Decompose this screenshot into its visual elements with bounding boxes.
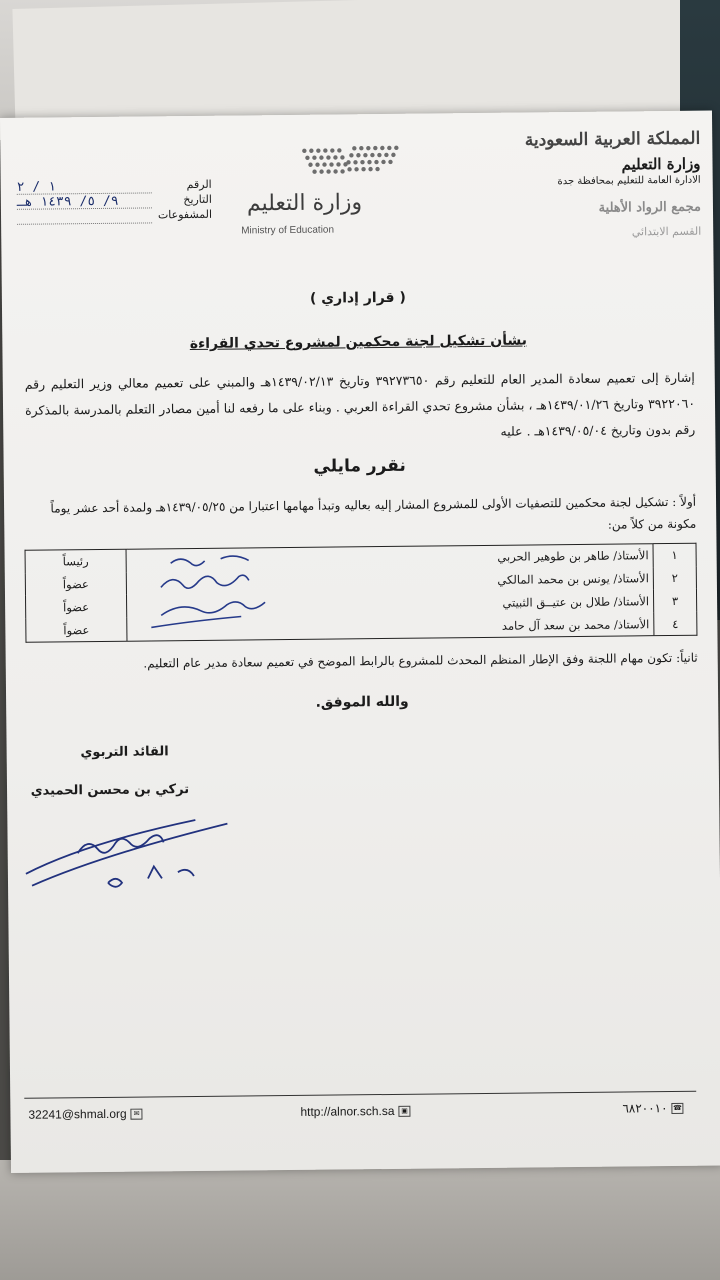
closing-text: والله الموفق. bbox=[315, 693, 409, 711]
signatures-cell bbox=[126, 547, 325, 641]
reference-block bbox=[17, 178, 212, 225]
member-role: عضواً bbox=[26, 618, 127, 642]
intro-paragraph: إشارة إلى تعميم سعادة المدير العام للتعليم رقم ٣٩٢٧٣٦٥٠ وتاريخ ١٤٣٩/٠٢/١٣هـ والمبني على تعميم معالي وزير التعليم رقم ٣٩٢٢٠٦٠ وتاريخ ١٤٣٩/٠١/٢٦هـ ، بشأن مشروع تحدي القراءة العربي . وبناء على ما رفعه لنا أمين مصادر التعلم بالمدرسة بالمذكرة رقم بدون وتاريخ ١٤٣٩/٠٥/٠٤هـ . عليه bbox=[24, 369, 696, 439]
member-role: عضواً bbox=[25, 572, 126, 596]
document-type: ( قرار إداري ) bbox=[309, 289, 406, 307]
decree-heading: نقرر مايلي bbox=[313, 455, 406, 477]
member-name: الأستاذ/ طلال بن عتيــق الثبيتي bbox=[502, 594, 650, 610]
ministry-name: وزارة التعليم bbox=[621, 154, 701, 174]
ministry-logo-icon bbox=[236, 141, 437, 193]
member-name: الأستاذ/ يونس بن محمد المالكي bbox=[497, 571, 649, 587]
attachments-value bbox=[17, 208, 152, 224]
attachments-label: المشفوعات bbox=[157, 207, 213, 222]
kingdom-name: المملكة العربية السعودية bbox=[524, 128, 701, 151]
document-subject: بشأن تشكيل لجنة محكمين لمشروع تحدي القراءة bbox=[189, 332, 528, 353]
number-value: ١ / ٢ bbox=[17, 178, 152, 194]
member-signatures-icon bbox=[131, 548, 322, 638]
email-text: 32241@shmal.org bbox=[28, 1106, 127, 1122]
member-name: الأستاذ/ محمد بن سعد آل حامد bbox=[501, 616, 650, 633]
ministry-logo bbox=[236, 141, 437, 243]
member-number: ٣ bbox=[653, 589, 696, 612]
member-role: عضواً bbox=[26, 595, 127, 619]
header-right bbox=[495, 129, 701, 240]
member-number: ٢ bbox=[653, 566, 696, 589]
member-role: رئيساً bbox=[25, 549, 126, 573]
website-text: http://alnor.sch.sa bbox=[300, 1103, 395, 1119]
school-stamp: مجمع الرواد الأهلية bbox=[598, 199, 702, 216]
first-clause: أولاً : تشكيل لجنة محكمين للتصفيات الأولى للمشروع المشار إليه بعاليه وتبدأ مهامها اعتبارا من ١٤٣٩/٠٥/٢٥هـ ولمدة أحد عشر يوماً مكونة من كلاً من: bbox=[50, 494, 697, 532]
admin-name: الادارة العامة للتعليم بمحافظة جدة bbox=[557, 174, 701, 188]
members-table bbox=[25, 543, 698, 643]
background-bottom bbox=[0, 1160, 720, 1280]
member-number: ٤ bbox=[654, 612, 697, 636]
leader-signature-icon bbox=[17, 811, 248, 903]
document-sheet bbox=[0, 111, 720, 1173]
footer-phone bbox=[622, 1101, 683, 1116]
phone-text: ٦٨٢٠٠١٠ bbox=[622, 1101, 668, 1116]
section-stamp: القسم الابتدائي bbox=[631, 224, 702, 239]
footer-divider bbox=[24, 1091, 696, 1099]
leader-title: القائد التربوي bbox=[80, 744, 169, 761]
leader-name: تركي بن محسن الحميدي bbox=[30, 782, 190, 799]
second-clause: ثانياً: تكون مهام اللجنة وفق الإطار المنظم المحدث للمشروع بالرابط الموضح في تعميم سعادة مدير عام التعليم. bbox=[143, 650, 698, 671]
member-number: ١ bbox=[653, 543, 696, 567]
date-label: التاريخ bbox=[183, 192, 212, 207]
phone-icon: ☎ bbox=[671, 1103, 683, 1114]
number-label: الرقم bbox=[186, 177, 212, 192]
logo-text-english: Ministry of Education bbox=[241, 224, 335, 237]
web-icon: ▣ bbox=[398, 1106, 410, 1117]
date-value: ٩/ ٥/ ١٤٣٩ هـ bbox=[17, 193, 152, 209]
footer-email bbox=[28, 1107, 142, 1122]
envelope-icon: ✉ bbox=[131, 1109, 143, 1120]
logo-text-arabic: وزارة التعليم bbox=[246, 190, 363, 217]
footer-website bbox=[300, 1104, 410, 1119]
member-name: الأستاذ/ طاهر بن طوهير الحربي bbox=[497, 548, 649, 565]
